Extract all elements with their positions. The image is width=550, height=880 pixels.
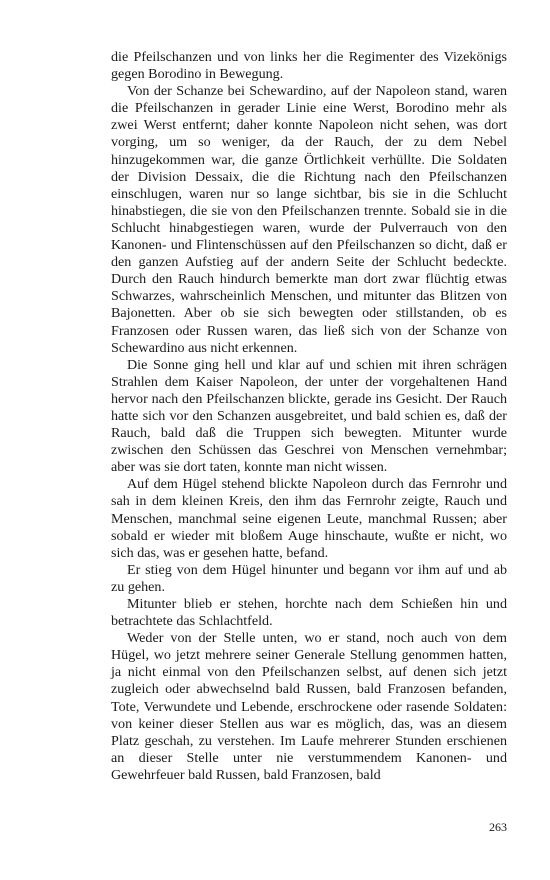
paragraph: Weder von der Stelle unten, wo er stand, noch auch von dem Hügel, wo jetzt mehrere seiner Generale Stellung genommen hatten, ja nicht einmal von den Pfeilschanzen selbst, auf denen sich jetzt zugleich oder abwechselnd bald Russen, bald Franzosen befanden, Tote, Verwundete und Lebende, erschrockene oder rasende Soldaten: von keiner dieser Stellen aus war es möglich, das, was an diesem Platz geschah, zu verstehen. Im Laufe mehrerer Stunden erschienen an dieser Stelle unter nie verstummendem Kanonen- und Gewehrfeuer bald Russen, bald Franzosen, bald bbox=[111, 630, 507, 783]
paragraph: Mitunter blieb er stehen, horchte nach dem Schießen hin und betrachtete das Schlachtfeld. bbox=[111, 596, 507, 630]
paragraph-continuation: die Pfeilschanzen und von links her die Regimenter des Vizekönigs gegen Borodino in Bewegung. bbox=[111, 49, 507, 83]
paragraph: Die Sonne ging hell und klar auf und schien mit ihren schrägen Strahlen dem Kaiser Napoleon, der unter der vorgehaltenen Hand hervor nach den Pfeilschanzen blickte, gerade ins Gesicht. Der Rauch hatte sich vor den Schanzen ausgebreitet, und bald schien es, daß der Rauch, bald daß die Truppen sich bewegten. Mitunter wurde zwischen den Schüssen das Geschrei von Menschen vernehmbar; aber was sie dort taten, konnte man nicht wissen. bbox=[111, 356, 507, 476]
paragraph: Auf dem Hügel stehend blickte Napoleon durch das Fernrohr und sah in dem kleinen Kreis, den ihm das Fernrohr zeigte, Rauch und Menschen, manchmal seine eigenen Leute, manchmal Russen; aber sobald er wieder mit bloßem Auge hinschaute, wußte er nicht, wo sich das, was er gesehen hatte, befand. bbox=[111, 476, 507, 561]
paragraph: Er stieg von dem Hügel hinunter und begann vor ihm auf und ab zu gehen. bbox=[111, 561, 507, 595]
page-number: 263 bbox=[489, 820, 507, 834]
paragraph: Von der Schanze bei Schewardino, auf der Napoleon stand, waren die Pfeilschanzen in gerader Linie eine Werst, Borodino mehr als zwei Werst entfernt; daher konnte Napoleon nicht sehen, was dort vorging, um so weniger, da der Rauch, der zu dem Nebel hinzugekommen war, die ganze Örtlichkeit verhüllte. Die Soldaten der Division Dessaix, die die Richtung nach den Pfeilschanzen einschlugen, waren nur so lange sichtbar, bis sie in die Schlucht hinabstiegen, die sie von den Pfeilschanzen trennte. Sobald sie in die Schlucht hinabgestiegen waren, wurde der Pulverrauch von den Kanonen- und Flintenschüssen auf den Pfeilschanzen so dicht, daß er den ganzen Aufstieg auf der andern Seite der Schlucht bedeckte. Durch den Rauch hindurch bemerkte man dort zwar flüchtig etwas Schwarzes, wahrscheinlich Menschen, und mitunter das Blitzen von Bajonetten. Aber ob sie sich bewegten oder stillstanden, ob es Franzosen oder Russen waren, das ließ sich von der Schanze von Schewardino aus nicht erkennen. bbox=[111, 83, 507, 356]
body-text bbox=[111, 49, 507, 784]
